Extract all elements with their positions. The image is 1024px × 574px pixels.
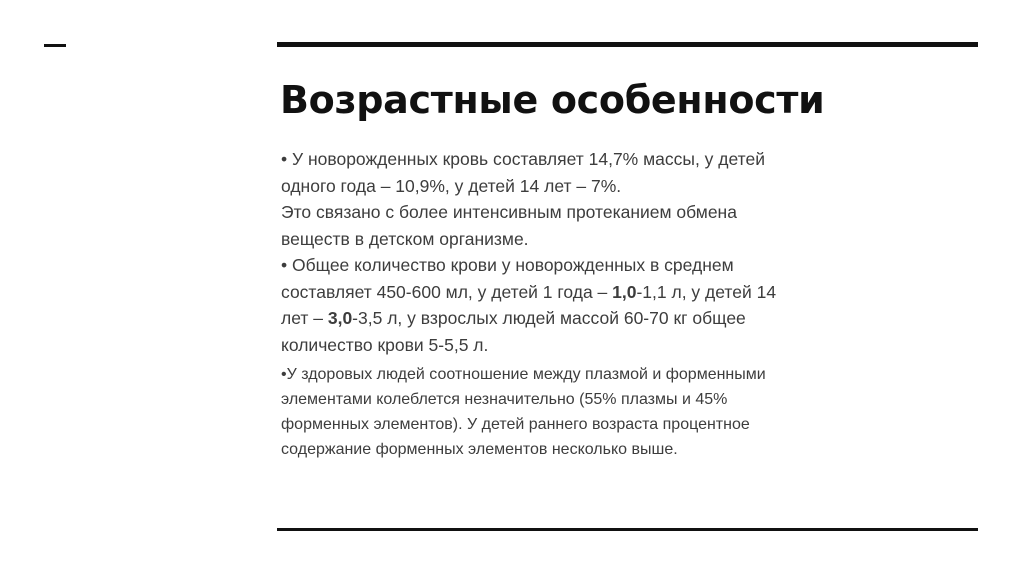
text-line: • Общее количество крови у новорожденных в среднем [281,255,734,275]
slide-body [281,146,841,462]
text-line [281,305,841,332]
text-line: •У здоровых людей соотношение между плазмой и форменными [281,366,766,383]
text-line: элементами колеблется незначительно (55% плазмы и 45% [281,391,728,408]
text-segment: лет – [281,308,328,328]
text-line: количество крови 5-5,5 л. [281,334,489,355]
text-segment: составляет 450-600 мл, у детей 1 года – [281,281,613,302]
text-line: Это связано с более интенсивным протеканием обмена [281,202,737,222]
top-rule [277,42,978,47]
paragraph-plasma-ratio [281,362,841,462]
paragraph-blood-percentage [281,146,841,199]
text-segment: -1,1 л, у детей 14 [636,281,777,302]
text-line: форменных элементов). У детей раннего возраста процентное [281,416,750,433]
paragraph-blood-volume [281,252,841,358]
text-line: • У новорожденных кровь составляет 14,7% массы, у детей [281,149,765,169]
paragraph-metabolism [281,199,841,252]
bottom-rule [277,528,978,531]
bold-value: 1,0 [612,281,637,302]
text-line [281,279,841,306]
slide-title: Возрастные особенности [280,78,825,122]
text-line: одного года – 10,9%, у детей 14 лет – 7%. [281,175,622,196]
bold-value: 3,0 [327,308,353,328]
corner-dash [44,44,66,47]
text-line: содержание форменных элементов несколько выше. [281,441,678,458]
text-line: веществ в детском организме. [281,228,529,249]
text-segment: -3,5 л, у взрослых людей массой 60-70 кг общее [352,308,746,328]
